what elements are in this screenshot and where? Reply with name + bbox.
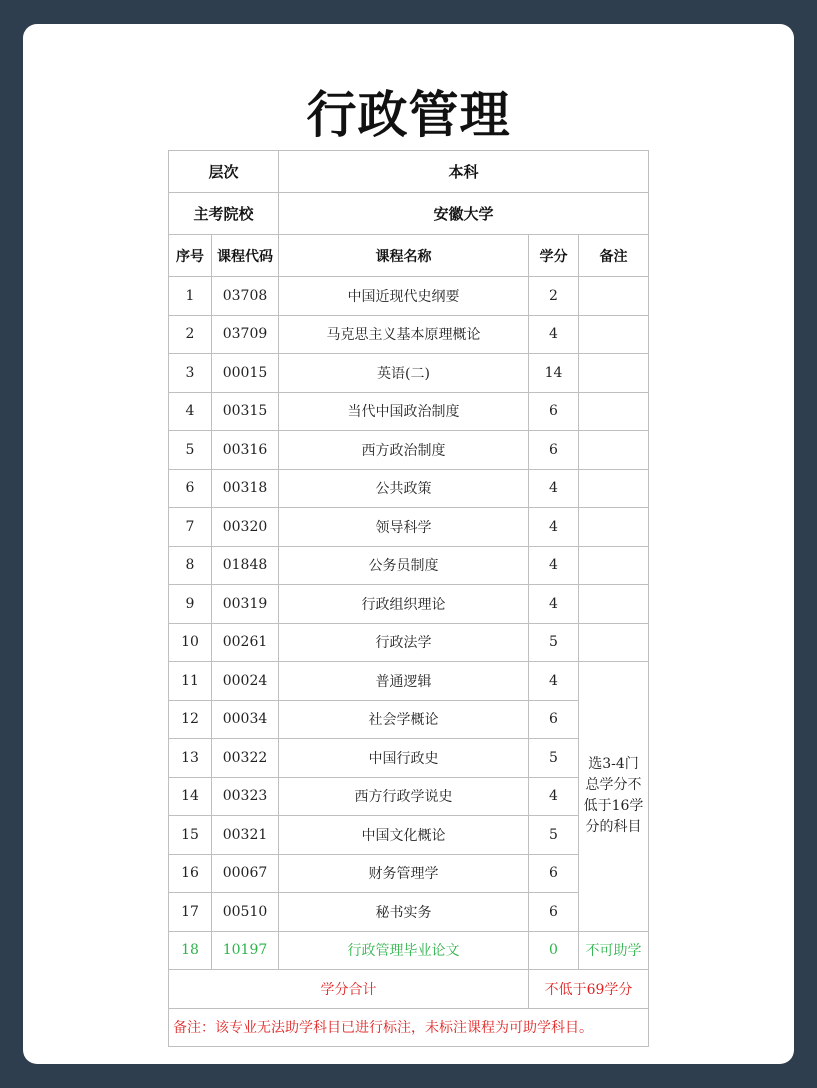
row-no: 12 bbox=[169, 700, 212, 739]
row-no: 15 bbox=[169, 816, 212, 855]
row-no: 10 bbox=[169, 623, 212, 662]
row-no: 9 bbox=[169, 585, 212, 624]
row-credit: 6 bbox=[529, 392, 579, 431]
row-no: 8 bbox=[169, 546, 212, 585]
row-credit: 6 bbox=[529, 700, 579, 739]
total-label: 学分合计 bbox=[169, 970, 529, 1009]
row-name: 领导科学 bbox=[279, 508, 529, 547]
school-label: 主考院校 bbox=[169, 193, 279, 235]
row-code: 00322 bbox=[212, 739, 279, 778]
row-name: 社会学概论 bbox=[279, 700, 529, 739]
table-row bbox=[169, 623, 649, 662]
row-note bbox=[579, 277, 649, 316]
page-title: 行政管理 bbox=[306, 86, 511, 144]
row-credit: 6 bbox=[529, 854, 579, 893]
row-no: 17 bbox=[169, 893, 212, 932]
row-credit: 6 bbox=[529, 431, 579, 470]
row-no: 13 bbox=[169, 739, 212, 778]
col-header-no: 序号 bbox=[169, 235, 212, 277]
row-note bbox=[579, 469, 649, 508]
row-name: 公共政策 bbox=[279, 469, 529, 508]
row-credit: 4 bbox=[529, 315, 579, 354]
row-name: 马克思主义基本原理概论 bbox=[279, 315, 529, 354]
row-credit: 5 bbox=[529, 739, 579, 778]
row-no: 7 bbox=[169, 508, 212, 547]
row-credit: 4 bbox=[529, 546, 579, 585]
table-row bbox=[169, 700, 649, 739]
row-credit: 4 bbox=[529, 508, 579, 547]
table-row bbox=[169, 469, 649, 508]
table-row bbox=[169, 392, 649, 431]
thesis-note: 不可助学 bbox=[579, 931, 649, 970]
row-name: 当代中国政治制度 bbox=[279, 392, 529, 431]
table-row bbox=[169, 739, 649, 778]
row-note bbox=[579, 585, 649, 624]
row-code: 00320 bbox=[212, 508, 279, 547]
row-name: 财务管理学 bbox=[279, 854, 529, 893]
row-code: 00024 bbox=[212, 662, 279, 701]
row-code: 00318 bbox=[212, 469, 279, 508]
row-credit: 4 bbox=[529, 777, 579, 816]
row-name: 中国近现代史纲要 bbox=[279, 277, 529, 316]
level-row bbox=[169, 151, 649, 193]
col-header-note: 备注 bbox=[579, 235, 649, 277]
row-name: 普通逻辑 bbox=[279, 662, 529, 701]
footnote: 备注：该专业无法助学科目已进行标注，未标注课程为可助学科目。 bbox=[169, 1008, 649, 1047]
school-row bbox=[169, 193, 649, 235]
thesis-row bbox=[169, 931, 649, 970]
row-credit: 4 bbox=[529, 585, 579, 624]
row-code: 03708 bbox=[212, 277, 279, 316]
table-row bbox=[169, 431, 649, 470]
row-credit: 6 bbox=[529, 893, 579, 932]
total-row bbox=[169, 970, 649, 1009]
row-code: 00034 bbox=[212, 700, 279, 739]
table-row bbox=[169, 816, 649, 855]
row-no: 3 bbox=[169, 354, 212, 393]
table-row bbox=[169, 777, 649, 816]
row-note bbox=[579, 431, 649, 470]
row-name: 行政组织理论 bbox=[279, 585, 529, 624]
row-note bbox=[579, 315, 649, 354]
row-credit: 5 bbox=[529, 623, 579, 662]
col-header-credit: 学分 bbox=[529, 235, 579, 277]
row-no: 11 bbox=[169, 662, 212, 701]
row-note bbox=[579, 508, 649, 547]
table-row bbox=[169, 277, 649, 316]
table-row bbox=[169, 354, 649, 393]
row-code: 00015 bbox=[212, 354, 279, 393]
table-row bbox=[169, 662, 649, 701]
row-code: 00323 bbox=[212, 777, 279, 816]
row-code: 00067 bbox=[212, 854, 279, 893]
column-header-row bbox=[169, 235, 649, 277]
row-code: 10197 bbox=[212, 931, 279, 970]
row-code: 00261 bbox=[212, 623, 279, 662]
row-code: 00316 bbox=[212, 431, 279, 470]
course-table bbox=[168, 150, 649, 1047]
row-name: 秘书实务 bbox=[279, 893, 529, 932]
row-credit: 5 bbox=[529, 816, 579, 855]
col-header-code: 课程代码 bbox=[212, 235, 279, 277]
row-code: 00510 bbox=[212, 893, 279, 932]
row-no: 18 bbox=[169, 931, 212, 970]
table-row bbox=[169, 854, 649, 893]
row-name: 行政法学 bbox=[279, 623, 529, 662]
row-no: 1 bbox=[169, 277, 212, 316]
row-code: 00321 bbox=[212, 816, 279, 855]
row-name: 行政管理毕业论文 bbox=[279, 931, 529, 970]
table-row bbox=[169, 893, 649, 932]
table-row bbox=[169, 546, 649, 585]
total-value: 不低于69学分 bbox=[529, 970, 649, 1009]
row-note bbox=[579, 392, 649, 431]
row-code: 00319 bbox=[212, 585, 279, 624]
row-credit: 14 bbox=[529, 354, 579, 393]
level-value: 本科 bbox=[279, 151, 649, 193]
row-no: 4 bbox=[169, 392, 212, 431]
row-credit: 0 bbox=[529, 931, 579, 970]
table-row bbox=[169, 315, 649, 354]
row-name: 西方行政学说史 bbox=[279, 777, 529, 816]
row-credit: 4 bbox=[529, 469, 579, 508]
row-note bbox=[579, 354, 649, 393]
row-credit: 4 bbox=[529, 662, 579, 701]
school-value: 安徽大学 bbox=[279, 193, 649, 235]
footnote-row bbox=[169, 1008, 649, 1047]
row-code: 01848 bbox=[212, 546, 279, 585]
level-label: 层次 bbox=[169, 151, 279, 193]
table-row bbox=[169, 585, 649, 624]
row-note bbox=[579, 623, 649, 662]
row-code: 03709 bbox=[212, 315, 279, 354]
row-no: 14 bbox=[169, 777, 212, 816]
row-no: 16 bbox=[169, 854, 212, 893]
row-name: 西方政治制度 bbox=[279, 431, 529, 470]
elective-note: 选3-4门总学分不低于16学分的科目 bbox=[579, 662, 649, 932]
table-row bbox=[169, 508, 649, 547]
row-no: 2 bbox=[169, 315, 212, 354]
row-name: 中国行政史 bbox=[279, 739, 529, 778]
row-no: 6 bbox=[169, 469, 212, 508]
row-code: 00315 bbox=[212, 392, 279, 431]
row-note bbox=[579, 546, 649, 585]
row-name: 英语(二) bbox=[279, 354, 529, 393]
row-name: 中国文化概论 bbox=[279, 816, 529, 855]
row-no: 5 bbox=[169, 431, 212, 470]
document-card bbox=[23, 24, 794, 1064]
col-header-name: 课程名称 bbox=[279, 235, 529, 277]
row-name: 公务员制度 bbox=[279, 546, 529, 585]
row-credit: 2 bbox=[529, 277, 579, 316]
